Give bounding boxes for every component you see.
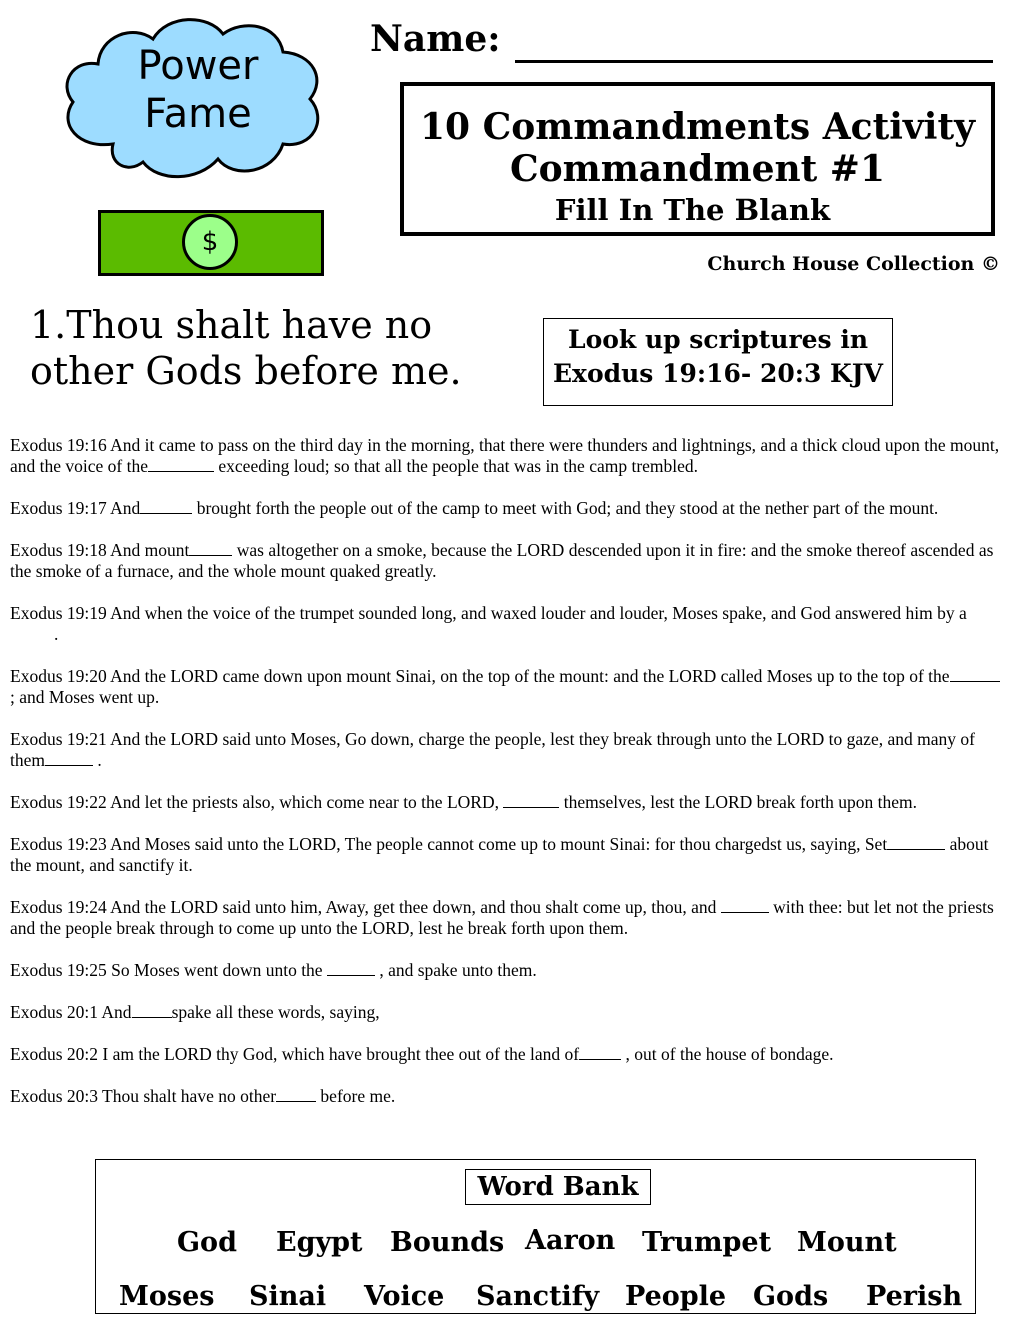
lookup-line-1: Look up scriptures in	[567, 325, 868, 354]
verse-item	[10, 1002, 1005, 1023]
fill-blank[interactable]	[45, 751, 93, 766]
verse-text: So Moses went down unto the	[106, 960, 327, 980]
fill-blank[interactable]	[148, 457, 214, 472]
verse-ref: Exodus 19:25	[10, 960, 107, 980]
scripture-lookup-box	[543, 318, 893, 406]
verse-text: about the mount, and sanctify it.	[10, 834, 989, 875]
word-bank-word: Bounds	[390, 1227, 505, 1258]
verse-text: before me.	[316, 1086, 396, 1106]
word-bank-word: Gods	[753, 1281, 829, 1312]
verse-ref: Exodus 19:24	[10, 897, 107, 917]
verse-text: And Moses said unto the LORD, The people cannot come up to mount Sinai: for thou chargedst us, saying, Set	[106, 834, 888, 854]
copyright-text: Church House Collection ©	[707, 253, 1000, 275]
word-bank-word: Perish	[866, 1281, 963, 1312]
verse-text: ; and Moses went up.	[10, 687, 160, 707]
commandment-line-2: other Gods before me.	[30, 349, 462, 393]
commandment-line-1: 1.Thou shalt have no	[30, 303, 433, 347]
title-box	[400, 82, 995, 236]
verse-ref: Exodus 20:2	[10, 1044, 98, 1064]
word-bank-word: Sinai	[249, 1281, 327, 1312]
word-bank-word: Mount	[797, 1227, 897, 1258]
verse-text: And the LORD said unto Moses, Go down, charge the people, lest they break through unto the LORD to gaze, and many of them	[10, 729, 975, 770]
fill-blank[interactable]	[887, 835, 945, 850]
fill-blank[interactable]	[327, 961, 375, 976]
name-label: Name:	[370, 18, 501, 60]
verse-ref: Exodus 20:3	[10, 1086, 98, 1106]
verse-item	[10, 960, 1005, 981]
verse-item	[10, 834, 1005, 876]
verse-text: .	[54, 624, 59, 644]
cloud-text	[98, 42, 298, 138]
verse-item	[10, 603, 1005, 645]
verse-text: Thou shalt have no other	[98, 1086, 277, 1106]
word-bank-word: Egypt	[276, 1227, 363, 1258]
verse-text: And	[106, 498, 141, 518]
verse-text: brought forth the people out of the camp to meet with God; and they stood at the nether part of the mount.	[192, 498, 939, 518]
word-bank-word: People	[625, 1281, 727, 1312]
verse-text: And it came to pass on the third day in the morning, that there were thunders and lightnings, and a thick cloud upon the mount, and the voice of the	[10, 435, 1000, 476]
verse-item	[10, 897, 1005, 939]
verse-text: And let the priests also, which come near to the LORD,	[106, 792, 504, 812]
fill-blank[interactable]	[950, 667, 1000, 682]
cloud-word-fame: Fame	[144, 91, 252, 137]
title-line-3: Fill In The Blank	[554, 193, 831, 227]
verse-text: , and spake unto them.	[374, 960, 537, 980]
verse-ref: Exodus 19:17	[10, 498, 107, 518]
verse-ref: Exodus 19:18	[10, 540, 107, 560]
word-bank-word: Voice	[364, 1281, 445, 1312]
word-bank-title: Word Bank	[465, 1169, 651, 1205]
verse-item	[10, 498, 1005, 519]
title-line-2: Commandment #1	[509, 148, 886, 190]
name-blank-line[interactable]	[515, 60, 993, 63]
verse-text: exceeding loud; so that all the people that was in the camp trembled.	[214, 456, 699, 476]
verse-ref: Exodus 19:19	[10, 603, 107, 623]
verse-text: .	[93, 750, 102, 770]
verse-text: , out of the house of bondage.	[621, 1044, 834, 1064]
fill-blank[interactable]	[276, 1087, 316, 1102]
fill-blank[interactable]	[140, 499, 192, 514]
verse-text: was altogether on a smoke, because the LORD descended upon it in fire: and the smoke thereof ascended as the smoke of a furnace, and the whole mount quaked greatly.	[10, 540, 994, 581]
cloud-word-power: Power	[137, 43, 259, 89]
verse-ref: Exodus 19:16	[10, 435, 107, 455]
verse-text: with thee: but let not the priests and the people break through to come up unto the LORD, lest he break forth upon them.	[10, 897, 994, 938]
word-bank-word: Trumpet	[642, 1227, 772, 1258]
lookup-line-2: Exodus 19:16- 20:3 KJV	[552, 359, 884, 388]
word-bank-word: Aaron	[525, 1225, 616, 1256]
verse-text: spake all these words, saying,	[171, 1002, 380, 1022]
verse-list	[10, 435, 1005, 1128]
commandment-text	[30, 302, 510, 394]
verse-item	[10, 666, 1005, 708]
verse-ref: Exodus 19:20	[10, 666, 107, 686]
word-bank-word: Sanctify	[476, 1281, 600, 1312]
verse-text: And mount	[106, 540, 190, 560]
verse-item	[10, 1044, 1005, 1065]
verse-text: And	[98, 1002, 132, 1022]
verse-text: And the LORD came down upon mount Sinai, on the top of the mount: and the LORD called Moses up to the top of the	[106, 666, 950, 686]
verse-text: And the LORD said unto him, Away, get thee down, and thou shalt come up, thou, and	[106, 897, 721, 917]
verse-item	[10, 729, 1005, 771]
verse-item	[10, 1086, 1005, 1107]
fill-blank[interactable]	[132, 1003, 172, 1018]
title-line-1: 10 Commandments Activity	[419, 106, 976, 148]
verse-ref: Exodus 19:22	[10, 792, 107, 812]
fill-blank[interactable]	[189, 541, 232, 556]
verse-text: I am the LORD thy God, which have brought thee out of the land of	[98, 1044, 580, 1064]
verse-ref: Exodus 19:21	[10, 729, 107, 749]
verse-item	[10, 435, 1005, 477]
verse-ref: Exodus 20:1	[10, 1002, 98, 1022]
verse-ref: Exodus 19:23	[10, 834, 107, 854]
dollar-sign-icon: $	[182, 214, 238, 270]
word-bank-word: Moses	[119, 1281, 215, 1312]
fill-blank[interactable]	[579, 1045, 621, 1060]
verse-text: themselves, lest the LORD break forth upon them.	[559, 792, 918, 812]
fill-blank[interactable]	[721, 898, 769, 913]
verse-item	[10, 540, 1005, 582]
verse-item	[10, 792, 1005, 813]
fill-blank[interactable]	[503, 793, 559, 808]
verse-text: And when the voice of the trumpet sounded long, and waxed louder and louder, Moses spake, and God answered him by a	[106, 603, 967, 623]
word-bank-word: God	[177, 1227, 237, 1258]
